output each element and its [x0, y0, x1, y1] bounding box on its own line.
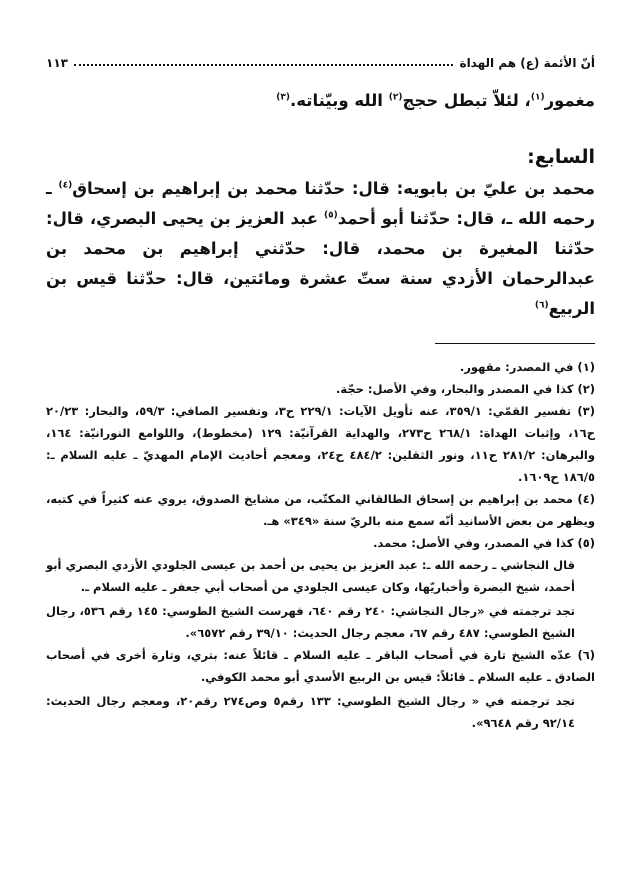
- header-dot-leader: [74, 64, 454, 66]
- section-heading: السابع:: [527, 146, 595, 168]
- text-run: مغمور: [544, 91, 595, 110]
- main-text: [46, 86, 595, 324]
- footnote-ref-2[interactable]: (٢): [388, 92, 403, 103]
- footnote-separator: [435, 343, 595, 344]
- footnote-5: (٥) كذا في المصدر، وفي الأصل: محمد.: [373, 536, 595, 550]
- footnote-6-references: تجد ترجمته في « رجال الشيخ الطوسي: ١٣٣ رقم٥ وص٢٧٤ رقم٢٠، ومعجم رجال الحديث: ٩٢/١٤ رقم ٩٦٤٨».: [46, 694, 575, 730]
- continuation-line: [46, 86, 595, 116]
- footnote-5-quote: قال النجاشي ـ رحمه الله ـ: عبد العزيز بن يحيى بن أحمد بن عيسى الجلودي الأزدي البصري أبو أحمد، شيخ البصرة وأخباريّها، وكان عيسى الجلودي من أصحاب أبي جعفر ـ عليه السلام ـ.: [46, 558, 575, 594]
- footnote-6: (٦) عدّه الشيخ تارة في أصحاب الباقر ـ عليه السلام ـ قائلاً عنه: بتري، وتارة أخرى في أصحاب الصادق ـ عليه السلام ـ قائلاً: قيس بن الربيع الأسدي أبو محمد الكوفي.: [46, 648, 595, 684]
- page-number: ١١٣: [46, 56, 68, 70]
- footnote-ref-5[interactable]: (٥): [323, 210, 338, 221]
- footnote-1: (١) في المصدر: مقهور.: [459, 360, 595, 374]
- running-header: [46, 50, 595, 70]
- hadith-chain-paragraph: [46, 174, 595, 324]
- footnotes: [46, 356, 595, 734]
- footnote-5-references: تجد ترجمته في «رجال النجاشي: ٢٤٠ رقم ٦٤٠، فهرست الشيخ الطوسي: ١٤٥ رقم ٥٣٦، رجال الشيخ الطوسي: ٤٨٧ رقم ٦٧، معجم رجال الحديث: ٣٩/١٠ رقم ٦٥٧٢».: [46, 604, 576, 640]
- footnote-ref-4[interactable]: (٤): [58, 180, 73, 191]
- footnote-ref-1[interactable]: (١): [530, 92, 545, 103]
- footnote-ref-6[interactable]: (٦): [534, 300, 549, 311]
- footnote-4: (٤) محمد بن إبراهيم بن إسحاق الطالقاني المكتّب، من مشايخ الصدوق، يروي عنه كثيراً في كتبه، ويظهر من بعض الأسانيد أنّه سمع منه بالريّ سنة «٣٤٩» هـ.: [46, 492, 595, 528]
- text-run: ، لئلاّ تبطل حجج: [402, 91, 531, 110]
- footnote-2: (٢) كذا في المصدر والبحار، وفي الأصل: حجّة.: [336, 382, 595, 396]
- text-run: ـ رحمه الله ـ، قال: حدّثنا أبو أحمد: [46, 179, 595, 228]
- text-run: محمد بن عليّ بن بابويه: قال: حدّثنا محمد بن إبراهيم بن إسحاق: [72, 179, 595, 198]
- header-title: أنّ الأئمة (ع) هم الهداة: [459, 56, 595, 70]
- text-run: الله وبيّناته.: [290, 91, 389, 110]
- footnote-ref-3[interactable]: (٣): [276, 92, 291, 103]
- footnote-3: (٣) تفسير القمّي: ٣٥٩/١، عنه تأويل الآيات: ٢٢٩/١ ح٣، وتفسير الصافي: ٥٩/٣، والبحار: ٢٠/٢٣ ح١٦، وإثبات الهداة: ٢٦٨/١ ح٢٧٣، والهداية القرآنيّة: ١٢٩ (مخطوط)، واللوامع النورانيّة: ١٦٤، والبرهان: ٢٨١/٢ ح١١، ونور الثقلين: ٤٨٤/٢ ح٢٤، ومعجم أحاديث الإمام المهديّ ـ عليه السلام ـ: ١٨٦/٥ ح١٦٠٩.: [46, 404, 595, 484]
- text-run: عبد العزيز بن يحيى البصري، قال: حدّثنا المغيرة بن محمد، قال: حدّثني إبراهيم بن محمد بن عبدالرحمان الأزدي سنة ستّ عشرة ومائتين، قال: حدّثنا قيس بن الربيع: [46, 209, 595, 318]
